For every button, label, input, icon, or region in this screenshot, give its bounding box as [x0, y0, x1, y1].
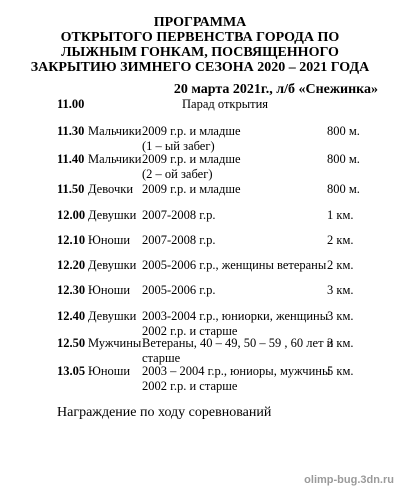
award-note: Награждение по ходу соревнований: [57, 405, 272, 420]
schedule-description: [142, 233, 216, 248]
schedule-description-line: 2002 г.р. и старше: [142, 378, 238, 393]
schedule-description-line: 2009 г.р. и младше: [142, 152, 241, 166]
schedule-time: 12.40: [57, 309, 86, 323]
schedule-time: 12.10: [57, 233, 86, 247]
schedule-distance: 3 км.: [327, 283, 354, 297]
schedule-description: [142, 309, 328, 338]
schedule-description-line: 2002 г.р. и старше: [142, 323, 238, 338]
schedule-group: Девушки: [88, 208, 137, 222]
title-line-2: ОТКРЫТОГО ПЕРВЕНСТВА ГОРОДА ПО: [60, 30, 340, 45]
schedule-description-line: 2005-2006 г.р., женщины ветераны: [142, 258, 327, 272]
schedule-description: [142, 364, 330, 393]
opening-text: Парад открытия: [182, 97, 269, 111]
schedule-distance: 3 км.: [327, 309, 354, 323]
schedule-distance: 800 м.: [327, 182, 360, 196]
schedule-group: Юноши: [88, 283, 131, 297]
schedule-time: 12.50: [57, 336, 86, 350]
schedule-distance: 800 м.: [327, 152, 360, 166]
schedule-description: [142, 336, 333, 365]
schedule-group: Мальчики: [88, 152, 142, 166]
schedule-description-line: (2 – ой забег): [142, 166, 213, 181]
schedule-group: Юноши: [88, 233, 131, 247]
schedule-time: 12.30: [57, 283, 86, 297]
title-line-1: ПРОГРАММА: [153, 15, 247, 30]
schedule-distance: 800 м.: [327, 124, 360, 138]
schedule-description: [142, 258, 326, 273]
schedule-group: Мальчики: [88, 124, 142, 138]
schedule-distance: 2 км.: [327, 233, 354, 247]
schedule-time: 12.20: [57, 258, 86, 272]
schedule-description-line: старше: [142, 350, 181, 365]
schedule-group: Девушки: [88, 309, 137, 323]
schedule-time: 11.30: [57, 124, 85, 138]
schedule-description-line: 2007-2008 г.р.: [142, 233, 216, 247]
schedule-description-line: 2003 – 2004 г.р., юниоры, мужчины: [142, 364, 331, 378]
schedule-description-line: 2005-2006 г.р.: [142, 283, 216, 297]
watermark: olimp-bug.3dn.ru: [304, 474, 394, 486]
schedule-description-line: Ветераны, 40 – 49, 50 – 59 , 60 лет и: [142, 336, 334, 350]
schedule-description: [142, 283, 216, 298]
schedule-description-line: 2003-2004 г.р., юниорки, женщины: [142, 309, 329, 323]
schedule-description: [142, 182, 241, 197]
schedule-distance: 3 км.: [327, 336, 354, 350]
schedule-time: 11.50: [57, 182, 85, 196]
title-line-4: ЗАКРЫТИЮ ЗИМНЕГО СЕЗОНА 2020 – 2021 ГОДА: [30, 60, 370, 75]
schedule-description: [142, 208, 216, 223]
schedule-description-line: 2009 г.р. и младше: [142, 182, 241, 196]
schedule-description-line: 2007-2008 г.р.: [142, 208, 216, 222]
schedule-group: Девушки: [88, 258, 137, 272]
title-line-3: ЛЫЖНЫМ ГОНКАМ, ПОСВЯЩЕННОГО: [61, 45, 339, 60]
schedule-description-line: 2009 г.р. и младше: [142, 124, 241, 138]
schedule-group: Мужчины: [88, 336, 142, 350]
schedule-time: 13.05: [57, 364, 86, 378]
schedule-distance: 2 км.: [327, 258, 354, 272]
schedule-time: 12.00: [57, 208, 86, 222]
document-title: [0, 15, 400, 75]
schedule-distance: 1 км.: [327, 208, 354, 222]
schedule-description-line: (1 – ый забег): [142, 138, 215, 153]
schedule-distance: 5 км.: [327, 364, 354, 378]
date-place: 20 марта 2021г., л/б «Снежинка»: [173, 82, 378, 97]
schedule-description: [142, 124, 241, 153]
schedule-group: Юноши: [88, 364, 131, 378]
opening-time: 11.00: [57, 97, 85, 111]
schedule-description: [142, 152, 241, 181]
schedule-group: Девочки: [88, 182, 134, 196]
schedule-time: 11.40: [57, 152, 85, 166]
